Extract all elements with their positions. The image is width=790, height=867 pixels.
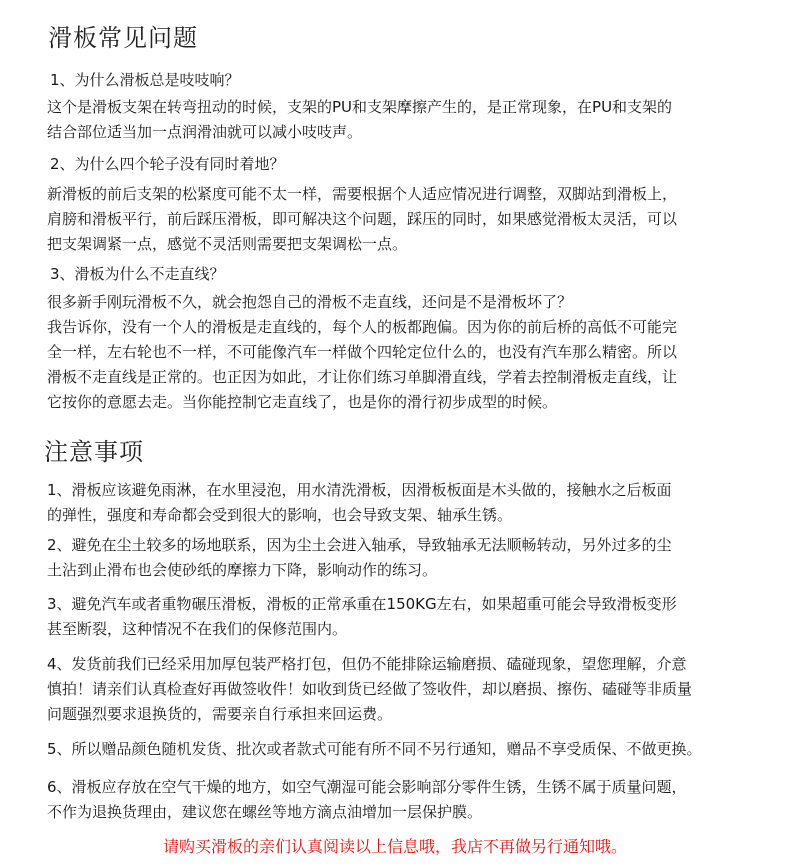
note-item-line: 不作为退换货理由，建议您在螺丝等地方滴点油增加一层保护膜。 <box>47 803 483 821</box>
note-item-3 <box>47 592 767 642</box>
faq-answer-3 <box>47 290 767 415</box>
faq-question-2: 2、为什么四个轮子没有同时着地？ <box>50 155 285 173</box>
note-item-2 <box>47 533 767 583</box>
note-item-4 <box>47 652 767 727</box>
note-item-line: 问题强烈要求退换货的，需要亲自行承担来回运费。 <box>47 705 393 723</box>
footer-notice: 请购买滑板的亲们认真阅读以上信息哦，我店不再做另行通知哦。 <box>162 837 627 856</box>
faq-answer-2-line: 新滑板的前后支架的松紧度可能不太一样，需要根据个人适应情况进行调整，双脚站到滑板上， <box>47 185 678 203</box>
faq-answer-3-line: 我告诉你，没有一个人的滑板是走直线的，每个人的板都跑偏。因为你的前后桥的高低不可能完 <box>47 318 678 336</box>
notes-section-title: 注意事项 <box>44 438 144 466</box>
note-item-1 <box>47 478 767 528</box>
faq-question-3: 3、滑板为什么不走直线？ <box>50 265 225 283</box>
faq-answer-1 <box>47 95 767 145</box>
faq-question-1: 1、为什么滑板总是吱吱响？ <box>50 71 240 89</box>
note-item-5 <box>47 737 767 762</box>
note-item-6 <box>47 775 767 825</box>
note-item-line: 6、滑板应存放在空气干燥的地方，如空气潮湿可能会影响部分零件生锈，生锈不属于质量问题， <box>47 778 687 796</box>
faq-section-title: 滑板常见问题 <box>48 24 198 52</box>
faq-answer-2-line: 肩膀和滑板平行，前后踩压滑板，即可解决这个问题，踩压的同时，如果感觉滑板太灵活，可以 <box>47 210 678 228</box>
faq-answer-3-line: 滑板不走直线是正常的。也正因为如此，才让你们练习单脚滑直线，学着去控制滑板走直线，让 <box>47 368 678 386</box>
faq-answer-3-line: 很多新手刚玩滑板不久，就会抱怨自己的滑板不走直线，还问是不是滑板坏了？ <box>47 293 573 311</box>
faq-answer-1-line: 这个是滑板支架在转弯扭动的时候，支架的PU和支架摩擦产生的，是正常现象，在PU和支架的 <box>47 98 673 116</box>
note-item-line: 5、所以赠品颜色随机发货、批次或者款式可能有所不同不另行通知，赠品不享受质保、不做更换。 <box>47 740 702 758</box>
note-item-line: 土沾到止滑布也会使砂纸的摩擦力下降，影响动作的练习。 <box>47 561 438 579</box>
faq-answer-2-line: 把支架调紧一点，感觉不灵活则需要把支架调松一点。 <box>47 235 408 253</box>
faq-answer-1-line: 结合部位适当加一点润滑油就可以减小吱吱声。 <box>47 123 363 141</box>
note-item-line: 慎拍！请亲们认真检查好再做签收件！如收到货已经做了签收件，却以磨损、擦伤、磕碰等非质量 <box>47 680 693 698</box>
note-item-line: 4、发货前我们已经采用加厚包装严格打包，但仍不能排除运输磨损、磕碰现象，望您理解，介意 <box>47 655 687 673</box>
note-item-line: 3、避免汽车或者重物碾压滑板，滑板的正常承重在150KG左右，如果超重可能会导致滑板变形 <box>47 595 677 613</box>
faq-answer-2 <box>47 182 767 257</box>
faq-answer-3-line: 它按你的意愿去走。当你能控制它走直线了，也是你的滑行初步成型的时候。 <box>47 393 558 411</box>
note-item-line: 甚至断裂，这种情况不在我们的保修范围内。 <box>47 620 348 638</box>
faq-answer-3-line: 全一样，左右轮也不一样，不可能像汽车一样做个四轮定位什么的，也没有汽车那么精密。所以 <box>47 343 678 361</box>
note-item-line: 的弹性，强度和寿命都会受到很大的影响，也会导致支架、轴承生锈。 <box>47 506 513 524</box>
note-item-line: 1、滑板应该避免雨淋，在水里浸泡，用水清洗滑板，因滑板板面是木头做的，接触水之后板面 <box>47 481 672 499</box>
note-item-line: 2、避免在尘土较多的场地联系，因为尘土会进入轴承，导致轴承无法顺畅转动，另外过多的尘 <box>47 536 672 554</box>
